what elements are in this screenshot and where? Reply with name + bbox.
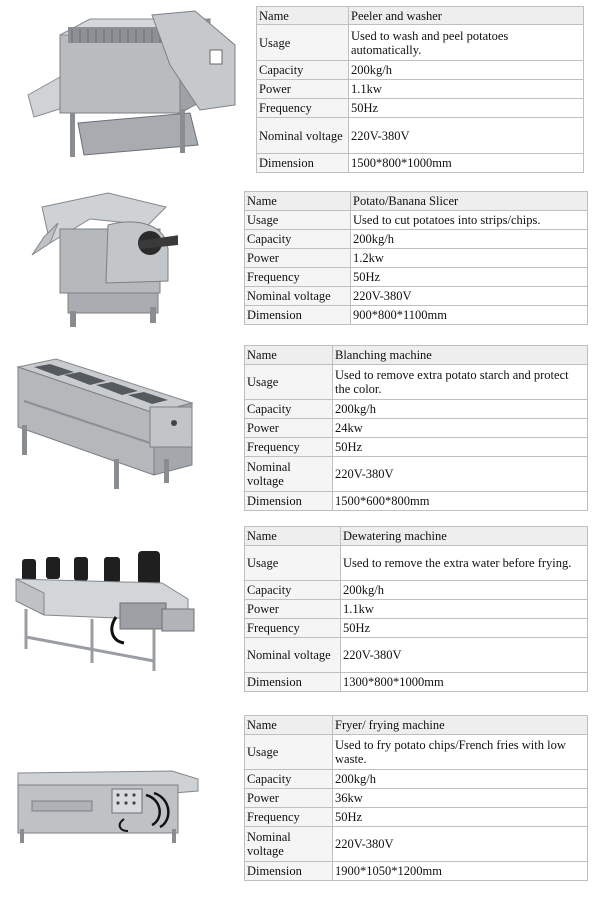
table-row [245, 600, 588, 619]
dimension-value: 1900*1050*1200mm [333, 862, 588, 881]
row-label: Frequency [245, 808, 333, 827]
dimension-value: 1500*800*1000mm [349, 154, 584, 173]
fryer-image [12, 765, 202, 845]
row-label: Capacity [245, 770, 333, 789]
usage-value: Used to remove the extra water before frying. [341, 546, 588, 581]
dimension-value: 900*800*1100mm [351, 306, 588, 325]
row-label: Nominal voltage [245, 827, 333, 862]
table-row [245, 492, 588, 511]
usage-value: Used to cut potatoes into strips/chips. [351, 211, 588, 230]
row-label: Usage [245, 211, 351, 230]
row-label: Nominal voltage [245, 287, 351, 306]
table-row [245, 346, 588, 365]
row-label: Usage [245, 365, 333, 400]
row-label: Capacity [245, 400, 333, 419]
power-value: 36kw [333, 789, 588, 808]
table-row [257, 99, 584, 118]
blanching-machine-image [14, 355, 199, 500]
machine-name: Dewatering machine [341, 527, 588, 546]
table-row [257, 154, 584, 173]
row-label: Frequency [245, 619, 341, 638]
frequency-value: 50Hz [333, 438, 588, 457]
table-row [257, 80, 584, 99]
row-label: Name [245, 716, 333, 735]
voltage-value: 220V-380V [351, 287, 588, 306]
spec-table-dewatering [244, 526, 588, 692]
table-row [245, 438, 588, 457]
table-row [257, 118, 584, 154]
frequency-value: 50Hz [351, 268, 588, 287]
machine-name: Blanching machine [333, 346, 588, 365]
voltage-value: 220V-380V [333, 457, 588, 492]
power-value: 1.1kw [341, 600, 588, 619]
row-label: Dimension [245, 492, 333, 511]
table-row [245, 527, 588, 546]
table-row [245, 735, 588, 770]
row-label: Power [245, 600, 341, 619]
row-label: Power [257, 80, 349, 99]
table-row [245, 770, 588, 789]
row-label: Frequency [257, 99, 349, 118]
voltage-value: 220V-380V [333, 827, 588, 862]
table-row [245, 211, 588, 230]
machine-name: Potato/Banana Slicer [351, 192, 588, 211]
power-value: 24kw [333, 419, 588, 438]
power-value: 1.1kw [349, 80, 584, 99]
table-row [257, 7, 584, 25]
row-label: Dimension [257, 154, 349, 173]
table-row [245, 400, 588, 419]
dimension-value: 1300*800*1000mm [341, 673, 588, 692]
table-row [245, 716, 588, 735]
row-label: Power [245, 789, 333, 808]
table-row [245, 546, 588, 581]
row-label: Name [257, 7, 349, 25]
capacity-value: 200kg/h [341, 581, 588, 600]
peeler-washer-image [20, 5, 240, 165]
row-label: Frequency [245, 438, 333, 457]
power-value: 1.2kw [351, 249, 588, 268]
row-label: Dimension [245, 306, 351, 325]
table-row [257, 25, 584, 61]
row-label: Power [245, 419, 333, 438]
usage-value: Used to fry potato chips/French fries with low waste. [333, 735, 588, 770]
row-label: Capacity [245, 230, 351, 249]
table-row [245, 306, 588, 325]
capacity-value: 200kg/h [349, 61, 584, 80]
table-row [245, 249, 588, 268]
slicer-image [28, 185, 178, 330]
table-row [245, 365, 588, 400]
row-label: Power [245, 249, 351, 268]
dewatering-machine-image [12, 545, 202, 675]
table-row [245, 192, 588, 211]
frequency-value: 50Hz [341, 619, 588, 638]
row-label: Usage [245, 546, 341, 581]
machine-name: Fryer/ frying machine [333, 716, 588, 735]
table-row [245, 457, 588, 492]
capacity-value: 200kg/h [333, 400, 588, 419]
machine-name: Peeler and washer [349, 7, 584, 25]
row-label: Frequency [245, 268, 351, 287]
capacity-value: 200kg/h [333, 770, 588, 789]
row-label: Dimension [245, 673, 341, 692]
row-label: Nominal voltage [245, 638, 341, 673]
voltage-value: 220V-380V [341, 638, 588, 673]
row-label: Nominal voltage [245, 457, 333, 492]
table-row [245, 268, 588, 287]
capacity-value: 200kg/h [351, 230, 588, 249]
table-row [245, 619, 588, 638]
row-label: Dimension [245, 862, 333, 881]
row-label: Name [245, 192, 351, 211]
table-row [245, 230, 588, 249]
table-row [245, 808, 588, 827]
voltage-value: 220V-380V [349, 118, 584, 154]
usage-value: Used to wash and peel potatoes automatically. [349, 25, 584, 61]
row-label: Capacity [245, 581, 341, 600]
row-label: Capacity [257, 61, 349, 80]
table-row [245, 673, 588, 692]
table-row [245, 827, 588, 862]
row-label: Usage [245, 735, 333, 770]
table-row [245, 789, 588, 808]
frequency-value: 50Hz [333, 808, 588, 827]
spec-table-fryer [244, 715, 588, 881]
row-label: Name [245, 527, 341, 546]
spec-table-peeler-washer [256, 6, 584, 173]
usage-value: Used to remove extra potato starch and protect the color. [333, 365, 588, 400]
spec-table-blanching [244, 345, 588, 511]
table-row [245, 581, 588, 600]
row-label: Nominal voltage [257, 118, 349, 154]
table-row [245, 862, 588, 881]
row-label: Name [245, 346, 333, 365]
table-row [245, 287, 588, 306]
table-row [245, 419, 588, 438]
table-row [245, 638, 588, 673]
row-label: Usage [257, 25, 349, 61]
frequency-value: 50Hz [349, 99, 584, 118]
table-row [257, 61, 584, 80]
dimension-value: 1500*600*800mm [333, 492, 588, 511]
spec-table-slicer [244, 191, 588, 325]
